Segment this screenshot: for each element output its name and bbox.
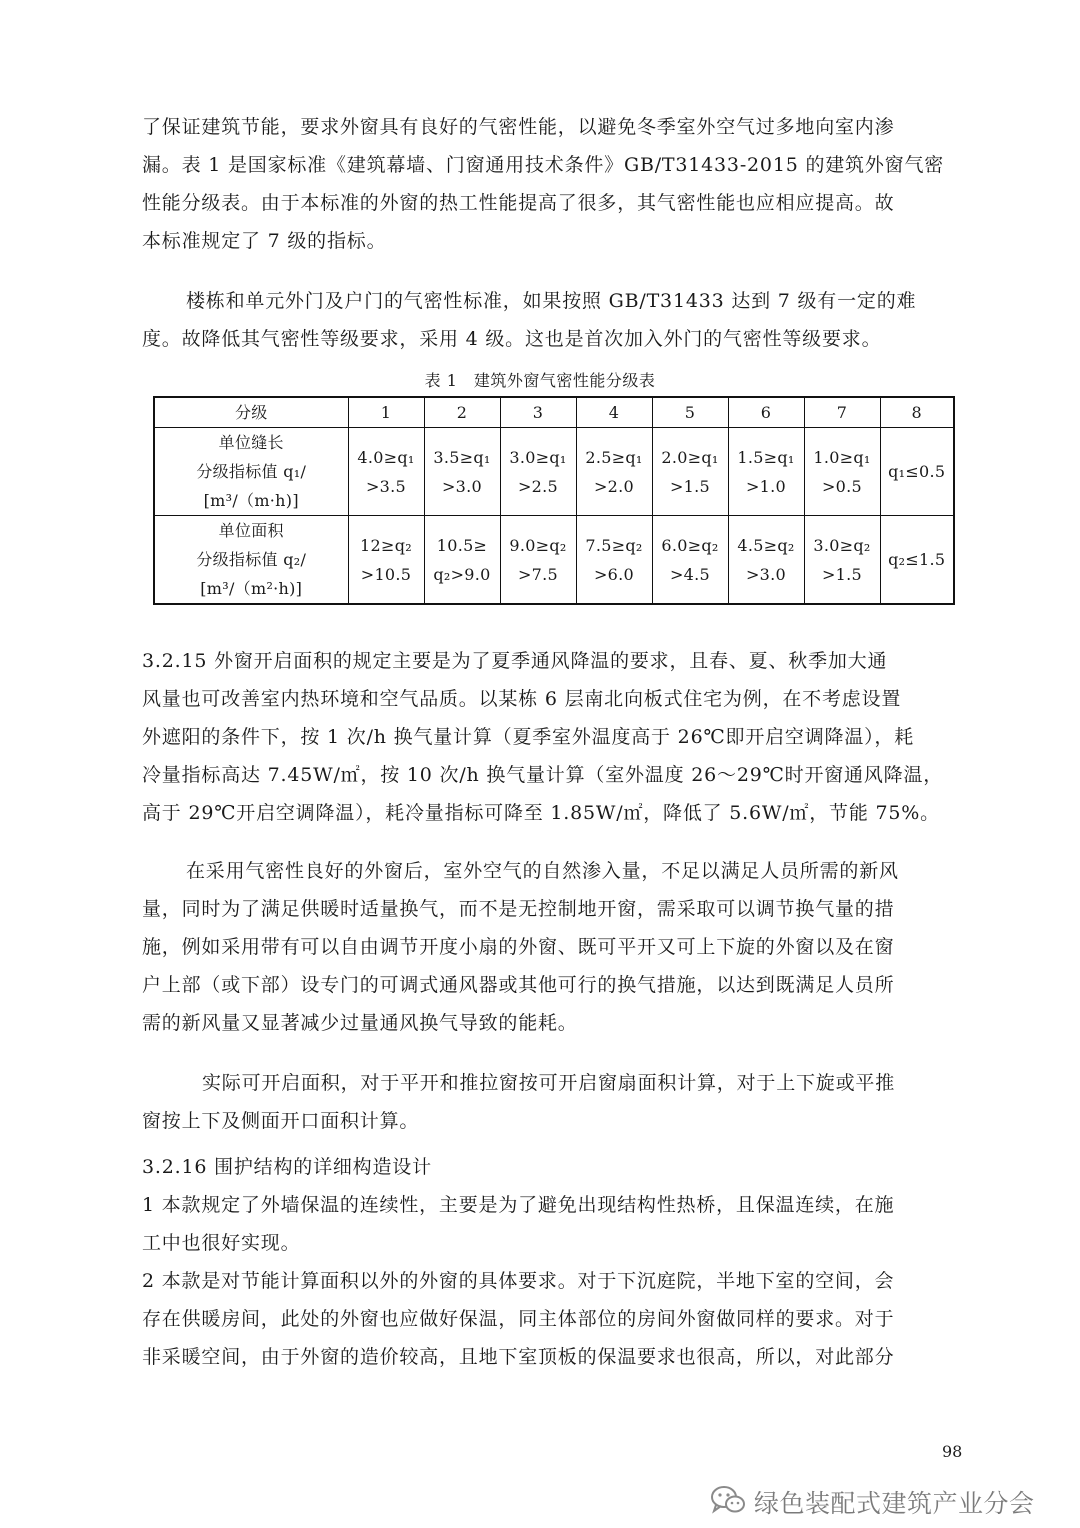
table-cell bbox=[728, 516, 804, 605]
text-line: 楼栋和单元外门及户门的气密性标准，如果按照 GB/T31433 达到 7 级有一定的难 bbox=[186, 290, 917, 312]
table-row bbox=[154, 428, 954, 516]
label-line: 单位缝长 bbox=[218, 433, 284, 452]
cell-line: >2.5 bbox=[517, 476, 559, 496]
text-line: 外遮阳的条件下，按 1 次/h 换气量计算（夏季室外温度高于 26℃即开启空调降温），耗 bbox=[142, 726, 915, 748]
table-cell bbox=[576, 428, 652, 516]
cell-line: 4.0≥q₁ bbox=[357, 447, 415, 467]
cell-line: 9.0≥q₂ bbox=[509, 535, 567, 555]
cell-line: 3.0≥q₁ bbox=[509, 447, 567, 467]
text-line: 工中也很好实现。 bbox=[142, 1232, 301, 1254]
table-cell bbox=[576, 516, 652, 605]
text-line: 施，例如采用带有可以自由调节开度小扇的外窗、既可平开又可上下旋的外窗以及在窗 bbox=[142, 936, 895, 958]
table-header-cell: 3 bbox=[500, 397, 576, 428]
table-header-cell: 4 bbox=[576, 397, 652, 428]
table-header-row bbox=[154, 397, 954, 428]
text-line: 量，同时为了满足供暖时适量换气，而不是无控制地开窗，需采取可以调节换气量的措 bbox=[142, 898, 895, 920]
cell-line: >0.5 bbox=[821, 476, 863, 496]
text-line: 存在供暖房间，此处的外窗也应做好保温，同主体部位的房间外窗做同样的要求。对于 bbox=[142, 1308, 895, 1330]
table-cell bbox=[728, 428, 804, 516]
cell-line: 2.0≥q₁ bbox=[661, 447, 719, 467]
label-line: 分级指标值 q₁/ bbox=[196, 462, 307, 481]
text-line: 在采用气密性良好的外窗后，室外空气的自然渗入量，不足以满足人员所需的新风 bbox=[186, 860, 899, 882]
table-header-cell: 2 bbox=[424, 397, 500, 428]
cell-line: >6.0 bbox=[593, 564, 635, 584]
cell-line: >2.0 bbox=[593, 476, 635, 496]
cell-line: >1.5 bbox=[669, 476, 711, 496]
cell-line: >10.5 bbox=[360, 564, 412, 584]
text-line: 需的新风量又显著减少过量通风换气导致的能耗。 bbox=[142, 1012, 578, 1034]
table-cell bbox=[804, 516, 880, 605]
table-cell bbox=[424, 516, 500, 605]
text-line: 1 本款规定了外墙保温的连续性，主要是为了避免出现结构性热桥，且保温连续，在施 bbox=[142, 1194, 895, 1216]
cell-line: 3.5≥q₁ bbox=[433, 447, 491, 467]
paragraph-5 bbox=[142, 1064, 968, 1140]
text-line: 户上部（或下部）设专门的可调式通风器或其他可行的换气措施，以达到既满足人员所 bbox=[142, 974, 895, 996]
cell-line: q₁≤0.5 bbox=[888, 462, 946, 481]
label-line: [m³/（m²·h)] bbox=[200, 579, 303, 598]
text-line: 风量也可改善室内热环境和空气品质。以某栋 6 层南北向板式住宅为例，在不考虑设置 bbox=[142, 688, 902, 710]
label-line: 单位面积 bbox=[218, 521, 284, 540]
cell-line: 1.5≥q₁ bbox=[737, 447, 795, 467]
cell-line: >3.0 bbox=[441, 476, 483, 496]
cell-line: >3.5 bbox=[365, 476, 407, 496]
paragraph-3 bbox=[142, 642, 968, 832]
cell-line: 2.5≥q₁ bbox=[585, 447, 643, 467]
cell-line: 10.5≥ bbox=[436, 535, 488, 555]
row-label-cell bbox=[154, 428, 348, 516]
text-line: 窗按上下及侧面开口面积计算。 bbox=[142, 1110, 420, 1132]
paragraph-4 bbox=[142, 852, 968, 1042]
cell-line: 1.0≥q₁ bbox=[813, 447, 871, 467]
table-cell bbox=[424, 428, 500, 516]
page-number: 98 bbox=[942, 1442, 963, 1461]
table-cell bbox=[348, 428, 424, 516]
cell-line: >1.0 bbox=[745, 476, 787, 496]
cell-line: 3.0≥q₂ bbox=[813, 535, 871, 555]
table-header-cell: 8 bbox=[880, 397, 954, 428]
text-line: 高于 29℃开启空调降温），耗冷量指标可降至 1.85W/㎡，降低了 5.6W/㎡，节能 75%。 bbox=[142, 802, 940, 824]
table-cell bbox=[880, 516, 954, 605]
cell-line: 7.5≥q₂ bbox=[585, 535, 643, 555]
label-line: 分级指标值 q₂/ bbox=[196, 550, 307, 569]
label-line: [m³/（m·h)] bbox=[203, 491, 299, 510]
table-header-cell: 分级 bbox=[154, 397, 348, 428]
text-line: 2 本款是对节能计算面积以外的外窗的具体要求。对于下沉庭院，半地下室的空间，会 bbox=[142, 1270, 895, 1292]
cell-line: >1.5 bbox=[821, 564, 863, 584]
table-row bbox=[154, 516, 954, 605]
table-cell bbox=[652, 428, 728, 516]
table-header-cell: 1 bbox=[348, 397, 424, 428]
table-cell bbox=[500, 428, 576, 516]
table-cell bbox=[500, 516, 576, 605]
table-cell bbox=[348, 516, 424, 605]
text-line: 度。故降低其气密性等级要求，采用 4 级。这也是首次加入外门的气密性等级要求。 bbox=[142, 328, 882, 350]
paragraph-6 bbox=[142, 1148, 968, 1376]
text-line: 了保证建筑节能，要求外窗具有良好的气密性能，以避免冬季室外空气过多地向室内渗 bbox=[142, 116, 895, 138]
table-header-cell: 5 bbox=[652, 397, 728, 428]
cell-line: 4.5≥q₂ bbox=[737, 535, 795, 555]
cell-line: q₂≤1.5 bbox=[888, 550, 946, 569]
text-line: 性能分级表。由于本标准的外窗的热工性能提高了很多，其气密性能也应相应提高。故 bbox=[142, 192, 895, 214]
table-caption: 表 1 建筑外窗气密性能分级表 bbox=[424, 371, 656, 390]
wechat-icon bbox=[710, 1485, 746, 1519]
cell-line: >7.5 bbox=[517, 564, 559, 584]
table-cell bbox=[880, 428, 954, 516]
airtightness-grade-table bbox=[153, 396, 955, 605]
cell-line: >3.0 bbox=[745, 564, 787, 584]
text-line: 本标准规定了 7 级的指标。 bbox=[142, 230, 387, 252]
table-cell bbox=[652, 516, 728, 605]
table-cell bbox=[804, 428, 880, 516]
section-heading: 3.2.16 围护结构的详细构造设计 bbox=[142, 1156, 432, 1178]
paragraph-1 bbox=[142, 108, 968, 260]
paragraph-2 bbox=[142, 282, 968, 358]
cell-line: 6.0≥q₂ bbox=[661, 535, 719, 555]
watermark-text: 绿色装配式建筑产业分会 bbox=[754, 1489, 1035, 1518]
text-line: 冷量指标高达 7.45W/㎡，按 10 次/h 换气量计算（室外温度 26～29℃时开窗通风降温， bbox=[142, 764, 944, 786]
text-line: 非采暖空间，由于外窗的造价较高，且地下室顶板的保温要求也很高，所以，对此部分 bbox=[142, 1346, 895, 1368]
text-line: 实际可开启面积，对于平开和推拉窗按可开启窗扇面积计算，对于上下旋或平推 bbox=[202, 1072, 896, 1094]
row-label-cell bbox=[154, 516, 348, 605]
text-line: 3.2.15 外窗开启面积的规定主要是为了夏季通风降温的要求，且春、夏、秋季加大通 bbox=[142, 650, 888, 672]
cell-line: >4.5 bbox=[669, 564, 711, 584]
text-line: 漏。表 1 是国家标准《建筑幕墙、门窗通用技术条件》GB/T31433-2015 的建筑外窗气密 bbox=[142, 154, 945, 176]
table-header-cell: 6 bbox=[728, 397, 804, 428]
cell-line: 12≥q₂ bbox=[360, 535, 412, 555]
cell-line: q₂>9.0 bbox=[433, 564, 491, 584]
table-header-cell: 7 bbox=[804, 397, 880, 428]
wechat-watermark bbox=[710, 1484, 1035, 1520]
